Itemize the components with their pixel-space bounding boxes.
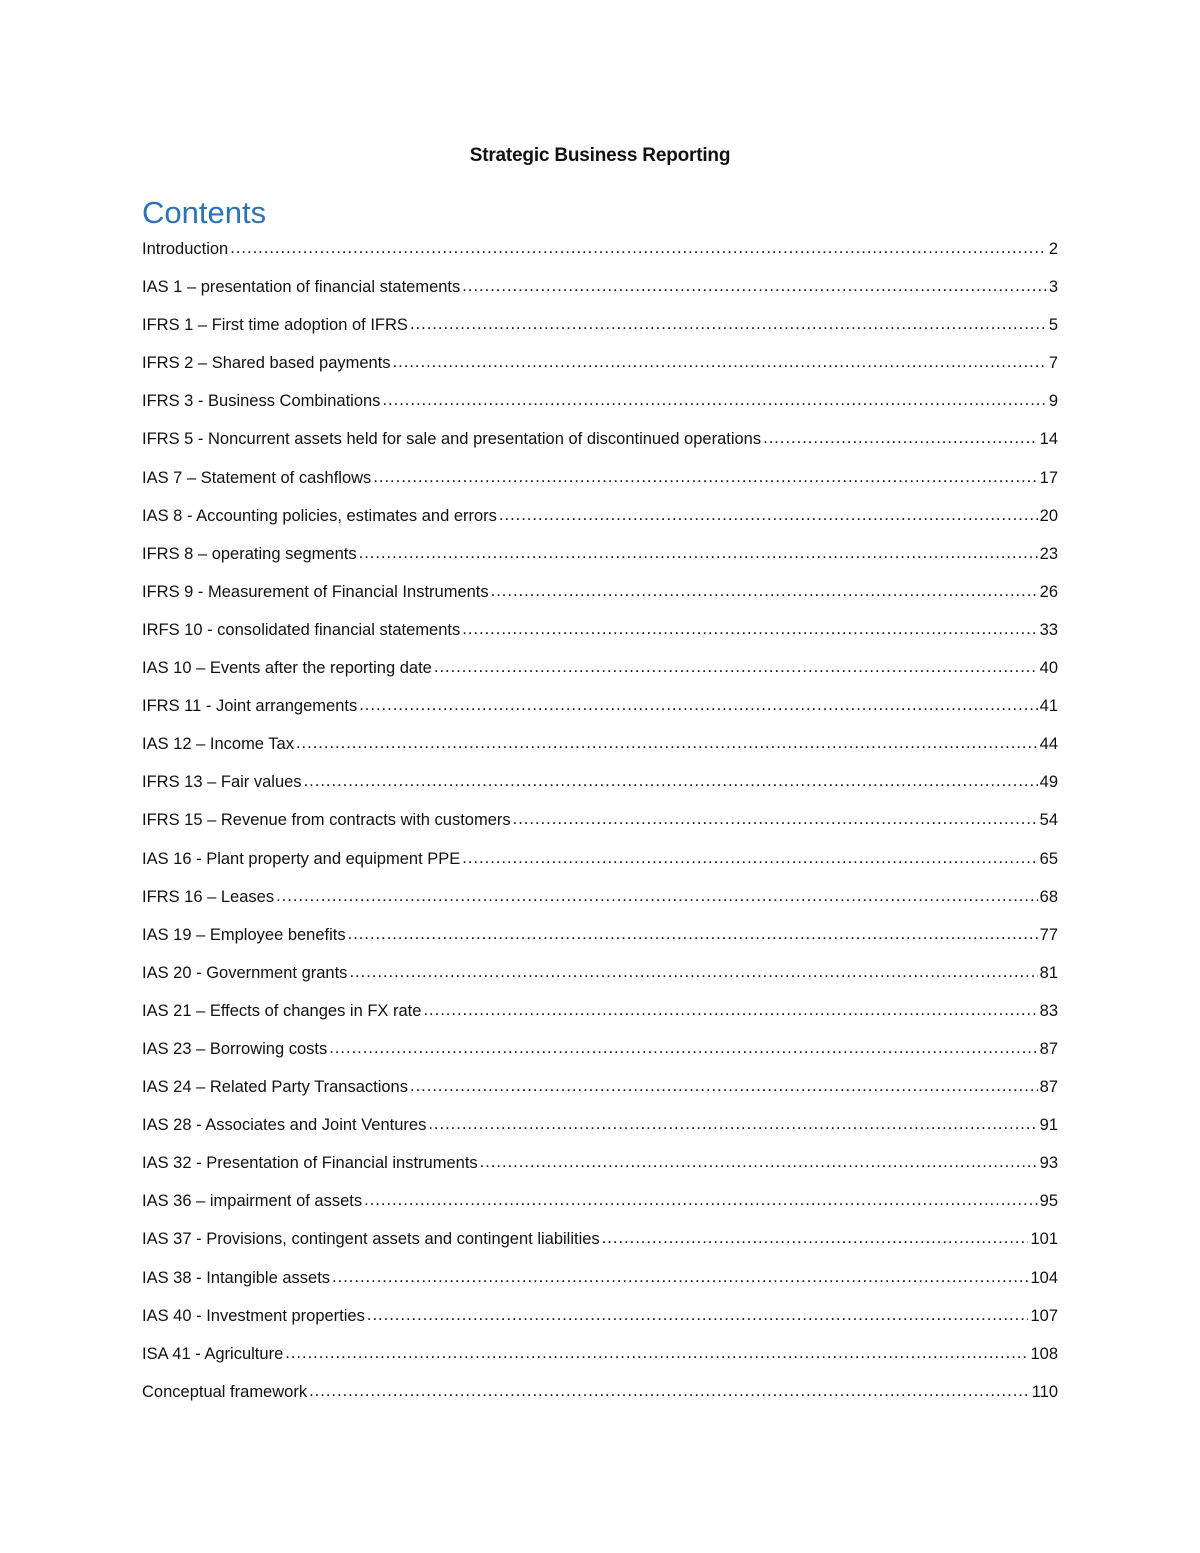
- toc-entry-page-number: 101: [1030, 1230, 1058, 1249]
- toc-entry-label: IAS 19 – Employee benefits: [142, 925, 346, 944]
- toc-entry-label: IAS 20 - Government grants: [142, 963, 348, 982]
- toc-entry-label: IAS 28 - Associates and Joint Ventures: [142, 1116, 427, 1135]
- contents-heading: Contents: [142, 195, 267, 230]
- toc-dot-leader: [349, 959, 1037, 985]
- toc-entry[interactable]: [142, 465, 1058, 503]
- toc-entry[interactable]: [142, 846, 1058, 884]
- toc-entry-page-number: 81: [1039, 963, 1058, 982]
- toc-entry-label: IFRS 13 – Fair values: [142, 773, 302, 792]
- toc-dot-leader: [763, 425, 1038, 451]
- toc-entry[interactable]: [142, 1341, 1058, 1379]
- toc-dot-leader: [499, 502, 1038, 528]
- toc-entry-label: IAS 32 - Presentation of Financial instruments: [142, 1154, 478, 1173]
- toc-entry[interactable]: [142, 960, 1058, 998]
- toc-entry-label: IAS 8 - Accounting policies, estimates and errors: [142, 506, 497, 525]
- toc-dot-leader: [367, 1302, 1029, 1328]
- toc-entry-page-number: 91: [1039, 1116, 1058, 1135]
- toc-entry[interactable]: [142, 693, 1058, 731]
- toc-entry-page-number: 95: [1039, 1192, 1058, 1211]
- toc-entry-label: IAS 12 – Income Tax: [142, 735, 294, 754]
- table-of-contents: [142, 236, 1058, 1417]
- toc-dot-leader: [373, 464, 1037, 490]
- toc-dot-leader: [348, 921, 1038, 947]
- toc-entry[interactable]: [142, 503, 1058, 541]
- toc-entry[interactable]: [142, 1036, 1058, 1074]
- toc-entry-label: IFRS 1 – First time adoption of IFRS: [142, 316, 408, 335]
- toc-dot-leader: [410, 311, 1047, 337]
- document-title: Strategic Business Reporting: [469, 145, 731, 166]
- toc-entry-page-number: 83: [1039, 1001, 1058, 1020]
- toc-entry[interactable]: [142, 617, 1058, 655]
- toc-entry-label: IFRS 16 – Leases: [142, 887, 275, 906]
- toc-entry[interactable]: [142, 807, 1058, 845]
- toc-entry-page-number: 108: [1030, 1344, 1058, 1363]
- toc-entry-label: IFRS 3 - Business Combinations: [142, 392, 381, 411]
- toc-entry-page-number: 9: [1048, 392, 1058, 411]
- toc-dot-leader: [329, 1035, 1037, 1061]
- toc-entry-label: Conceptual framework: [142, 1382, 308, 1401]
- toc-entry-label: IAS 7 – Statement of cashflows: [142, 468, 372, 487]
- toc-entry-label: IAS 37 - Provisions, contingent assets and contingent liabilities: [142, 1230, 600, 1249]
- toc-dot-leader: [332, 1264, 1028, 1290]
- toc-entry[interactable]: [142, 731, 1058, 769]
- toc-entry-label: IAS 1 – presentation of financial statements: [142, 278, 461, 297]
- toc-entry[interactable]: [142, 579, 1058, 617]
- toc-entry[interactable]: [142, 769, 1058, 807]
- toc-dot-leader: [491, 578, 1038, 604]
- toc-entry-label: IFRS 8 – operating segments: [142, 544, 357, 563]
- toc-dot-leader: [359, 540, 1038, 566]
- toc-dot-leader: [513, 806, 1038, 832]
- toc-entry[interactable]: [142, 1226, 1058, 1264]
- toc-entry-label: IFRS 15 – Revenue from contracts with customers: [142, 811, 511, 830]
- toc-entry[interactable]: [142, 1303, 1058, 1341]
- toc-dot-leader: [309, 1378, 1030, 1404]
- toc-entry[interactable]: [142, 1074, 1058, 1112]
- toc-entry-page-number: 49: [1039, 773, 1058, 792]
- toc-entry-page-number: 65: [1039, 849, 1058, 868]
- toc-entry-page-number: 2: [1048, 240, 1058, 258]
- toc-dot-leader: [285, 1340, 1028, 1366]
- toc-entry-page-number: 14: [1039, 430, 1058, 449]
- toc-entry[interactable]: [142, 426, 1058, 464]
- toc-entry-page-number: 104: [1030, 1268, 1058, 1287]
- toc-entry[interactable]: [142, 1112, 1058, 1150]
- toc-dot-leader: [462, 616, 1037, 642]
- toc-entry-page-number: 17: [1039, 468, 1058, 487]
- toc-entry-label: IAS 10 – Events after the reporting date: [142, 659, 432, 678]
- toc-entry[interactable]: [142, 350, 1058, 388]
- toc-dot-leader: [410, 1073, 1038, 1099]
- toc-entry-page-number: 20: [1039, 506, 1058, 525]
- toc-dot-leader: [364, 1187, 1038, 1213]
- toc-entry-label: IAS 36 – impairment of assets: [142, 1192, 363, 1211]
- toc-entry[interactable]: [142, 312, 1058, 350]
- toc-dot-leader: [434, 654, 1038, 680]
- toc-entry[interactable]: [142, 1188, 1058, 1226]
- toc-entry[interactable]: [142, 998, 1058, 1036]
- toc-entry-label: IAS 38 - Intangible assets: [142, 1268, 331, 1287]
- toc-entry[interactable]: [142, 274, 1058, 312]
- toc-dot-leader: [276, 883, 1038, 909]
- toc-entry-page-number: 77: [1039, 925, 1058, 944]
- toc-entry-page-number: 87: [1039, 1078, 1058, 1097]
- toc-entry-page-number: 26: [1039, 582, 1058, 601]
- toc-entry-label: IFRS 9 - Measurement of Financial Instruments: [142, 582, 489, 601]
- toc-entry-label: ISA 41 - Agriculture: [142, 1344, 284, 1363]
- toc-entry[interactable]: [142, 541, 1058, 579]
- toc-dot-leader: [462, 845, 1037, 871]
- toc-entry[interactable]: [142, 922, 1058, 960]
- toc-entry[interactable]: [142, 1150, 1058, 1188]
- toc-entry-label: Introduction: [142, 240, 229, 258]
- toc-entry-page-number: 5: [1048, 316, 1058, 335]
- toc-dot-leader: [296, 730, 1038, 756]
- toc-dot-leader: [304, 768, 1038, 794]
- toc-dot-leader: [230, 235, 1047, 261]
- toc-entry[interactable]: [142, 655, 1058, 693]
- toc-entry-page-number: 41: [1039, 697, 1058, 716]
- toc-dot-leader: [480, 1149, 1038, 1175]
- toc-entry-label: IFRS 11 - Joint arrangements: [142, 697, 358, 716]
- toc-entry-page-number: 54: [1039, 811, 1058, 830]
- toc-entry-page-number: 93: [1039, 1154, 1058, 1173]
- toc-entry-page-number: 44: [1039, 735, 1058, 754]
- toc-entry-page-number: 68: [1039, 887, 1058, 906]
- toc-dot-leader: [462, 273, 1047, 299]
- toc-entry-page-number: 107: [1030, 1306, 1058, 1325]
- toc-dot-leader: [359, 692, 1037, 718]
- toc-entry-label: IFRS 2 – Shared based payments: [142, 354, 391, 373]
- toc-dot-leader: [423, 997, 1037, 1023]
- toc-entry[interactable]: [142, 1379, 1058, 1417]
- toc-entry-label: IAS 16 - Plant property and equipment PPE: [142, 849, 461, 868]
- toc-dot-leader: [382, 387, 1046, 413]
- toc-entry[interactable]: [142, 236, 1058, 274]
- toc-entry-label: IFRS 5 - Noncurrent assets held for sale and presentation of discontinued operations: [142, 430, 762, 449]
- toc-entry-label: IAS 23 – Borrowing costs: [142, 1039, 328, 1058]
- toc-entry-page-number: 110: [1031, 1382, 1058, 1401]
- toc-entry[interactable]: [142, 884, 1058, 922]
- toc-entry-page-number: 3: [1048, 278, 1058, 297]
- toc-entry-page-number: 7: [1048, 354, 1058, 373]
- toc-entry[interactable]: [142, 388, 1058, 426]
- toc-entry-page-number: 33: [1039, 620, 1058, 639]
- toc-entry-page-number: 87: [1039, 1039, 1058, 1058]
- toc-entry-label: IAS 21 – Effects of changes in FX rate: [142, 1001, 422, 1020]
- toc-entry-page-number: 23: [1039, 544, 1058, 563]
- toc-entry-label: IAS 24 – Related Party Transactions: [142, 1078, 408, 1097]
- toc-entry-label: IAS 40 - Investment properties: [142, 1306, 365, 1325]
- toc-entry-label: IRFS 10 - consolidated financial statements: [142, 620, 461, 639]
- toc-dot-leader: [393, 349, 1047, 375]
- toc-entry[interactable]: [142, 1265, 1058, 1303]
- toc-dot-leader: [602, 1225, 1029, 1251]
- toc-dot-leader: [428, 1111, 1037, 1137]
- toc-entry-page-number: 40: [1039, 659, 1058, 678]
